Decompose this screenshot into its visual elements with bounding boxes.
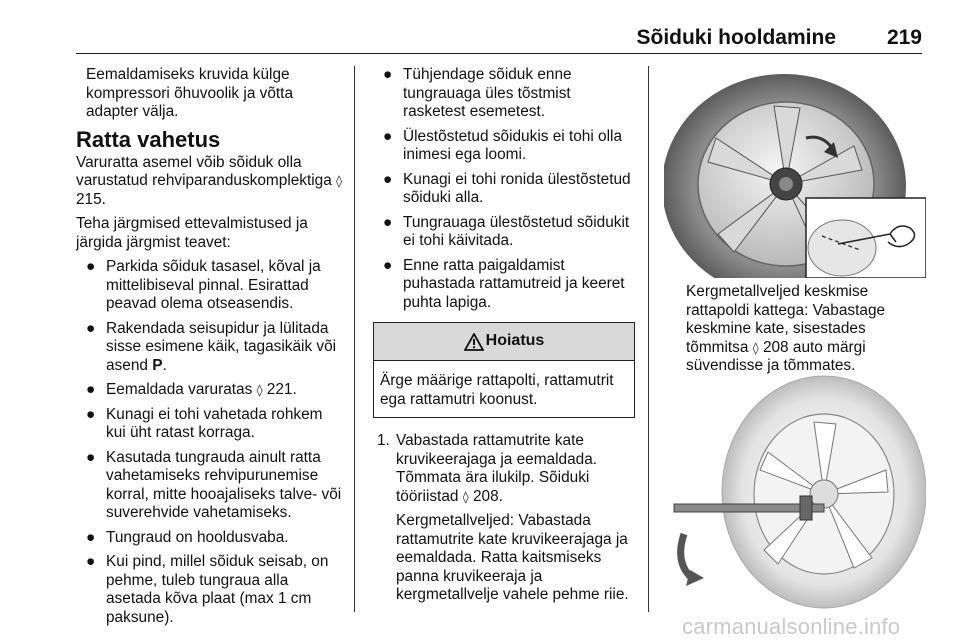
column-divider-1 bbox=[354, 66, 355, 612]
warning-text: Ärge määrige rattapolti, rattamutrit ega rattamutri koonust. bbox=[380, 372, 614, 408]
list-item: ● Enne ratta paigaldamist puhastada rattamutreid ja keeret puhta lapiga. bbox=[383, 256, 625, 311]
step-alloy-text: Kergmetallveljed: Vabastada rattamutrite kate kruvikeerajaga ja eemaldada. Ratta kaitsmiseks panna kruvikeeraja ja kergmetallvelje vahele pehme riie. bbox=[396, 512, 629, 603]
list-item: ● Rakendada seisupidur ja lülitada sisse esimene käik, tagasikäik või asend P. bbox=[86, 319, 337, 374]
bullet-icon: ● bbox=[383, 256, 393, 274]
bullet-icon: ● bbox=[86, 381, 96, 398]
preparation-list bbox=[76, 258, 346, 627]
warning-title: Hoiatus bbox=[485, 332, 545, 350]
page-header bbox=[76, 22, 922, 52]
bullet-icon: ● bbox=[86, 553, 96, 570]
list-item: ● Kunagi ei tohi vahetada rohkem kui üht ratast korraga. bbox=[86, 405, 323, 441]
page-number: 219 bbox=[886, 26, 922, 49]
warning-triangle-icon bbox=[464, 333, 484, 351]
section-title: Sõiduki hooldamine bbox=[636, 26, 836, 49]
step-item bbox=[373, 432, 635, 605]
bullet-icon: ● bbox=[383, 66, 393, 83]
bullet-icon: ● bbox=[86, 528, 96, 546]
step-number: 1. bbox=[377, 432, 390, 449]
list-item: ● Kunagi ei tohi ronida ülestõstetud sõiduki alla. bbox=[383, 170, 631, 206]
reference-icon: ◊ bbox=[336, 174, 343, 188]
spare-wheel-paragraph bbox=[76, 154, 346, 210]
list-item: ● Parkida sõiduk tasasel, kõval ja mittelibiseval pinnal. Esirattad peavad olema otseasendis. bbox=[86, 258, 321, 312]
wheel-wrench-illustration bbox=[664, 374, 926, 612]
spare-wheel-text: Varuratta asemel võib sõiduk olla varustatud rehviparanduskomplektiga bbox=[76, 153, 332, 189]
list-item: ● Kui pind, millel sõiduk seisab, on pehme, tuleb tungraua alla asetada kõva plaat (max 1 cm paksune). bbox=[86, 553, 329, 626]
steps-list bbox=[373, 432, 635, 605]
section-heading: Ratta vahetus bbox=[76, 126, 221, 152]
reference-icon: ◊ bbox=[752, 340, 759, 355]
list-item: ● Eemaldada varuratas ◊ 221. bbox=[86, 381, 297, 398]
alloy-wheel-cap-illustration bbox=[664, 66, 926, 278]
figure-caption: Kergmetallveljed keskmise rattapoldi kattega: Vabastage keskmine kate, sisestades tõmmitsa ◊ 208 auto märgi süvendisse ja tõmmates. bbox=[686, 283, 886, 374]
bullet-icon: ● bbox=[383, 127, 393, 145]
reference-icon: ◊ bbox=[256, 383, 263, 397]
bullet-icon: ● bbox=[86, 319, 96, 337]
step-text: Vabastada rattamutrite kate kruvikeerajaga ja eemaldada. Tõmmata ära ilukilp. Sõiduki tööriistad ◊ 208. bbox=[396, 432, 598, 505]
column-2 bbox=[373, 66, 635, 611]
gear-position-p: P bbox=[152, 356, 163, 374]
preparation-paragraph: Teha järgmised ettevalmistused ja järgida järgmist teavet: bbox=[76, 215, 308, 251]
list-item: ● Tungraud on hooldusvaba. bbox=[86, 528, 289, 546]
bullet-icon: ● bbox=[86, 448, 96, 466]
intro-paragraph: Eemaldamiseks kruvida külge kompressori õhuvoolik ja võtta adapter välja. bbox=[86, 66, 294, 120]
bullet-icon: ● bbox=[86, 258, 96, 275]
watermark: carmanualsonline.info bbox=[682, 614, 901, 639]
bullet-icon: ● bbox=[86, 405, 96, 423]
safety-list bbox=[373, 66, 635, 312]
list-item: ● Tühjendage sõiduk enne tungrauaga üles tõstmist rasketest esemetest. bbox=[383, 66, 572, 120]
column-1 bbox=[76, 66, 346, 633]
warning-box bbox=[373, 322, 635, 418]
list-item: ● Kasutada tungrauda ainult ratta vahetamiseks rehvipurunemise korral, mitte hooajaliseks talve- või suverehvide vahetamiseks. bbox=[86, 448, 342, 521]
warning-header bbox=[374, 323, 634, 361]
list-item: ● Ülestõstetud sõidukis ei tohi olla inimesi ega loomi. bbox=[383, 127, 623, 163]
list-item: ● Tungrauaga ülestõstetud sõidukit ei tohi käivitada. bbox=[383, 213, 630, 249]
spare-wheel-ref: 215. bbox=[76, 190, 106, 208]
bullet-icon: ● bbox=[383, 213, 393, 231]
header-rule bbox=[76, 53, 922, 54]
reference-icon: ◊ bbox=[462, 489, 469, 504]
column-divider-2 bbox=[648, 66, 649, 612]
bullet-icon: ● bbox=[383, 170, 393, 188]
